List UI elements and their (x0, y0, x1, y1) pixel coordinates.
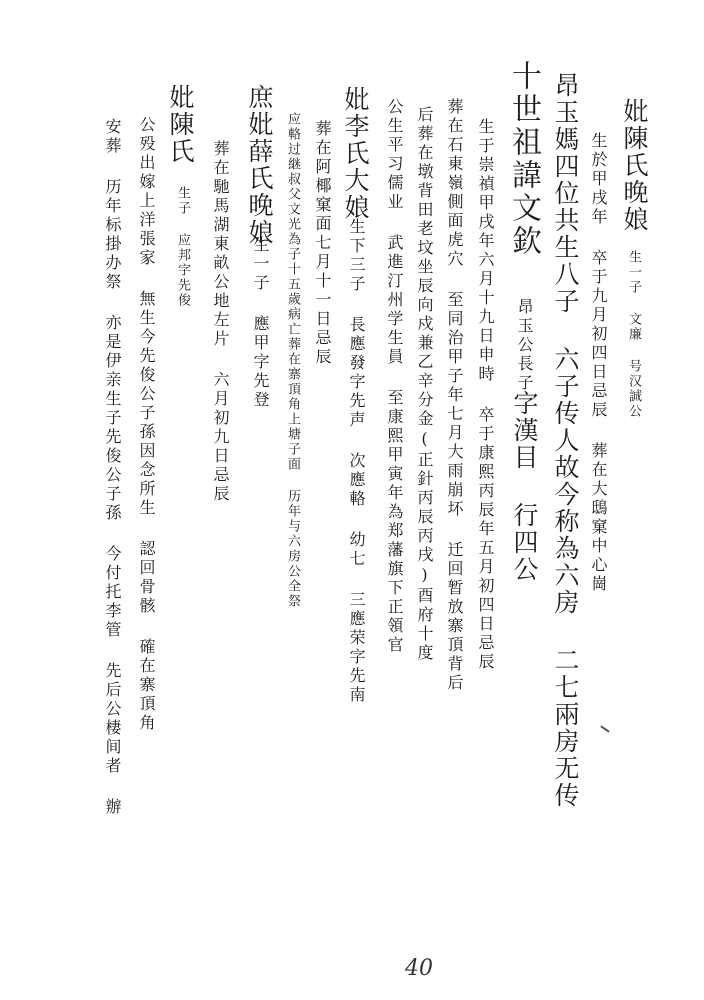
entry-note-xue-wanniang-son: 生一子 應甲字先登 (251, 236, 270, 410)
entry-heading-chen-wanniang: 妣陳氏晚娘 (620, 98, 649, 233)
text-column-angyu-wives: 昂玉媽四位共生八子 六子传人故今称為六房 二七兩房无传 (551, 72, 580, 809)
page-number: 40 (405, 956, 433, 981)
text-column-burial-xue: 葬在馳馬湖東畝公地左片 六月初九日忌辰 (211, 140, 230, 504)
text-column-birth-burial-chen: 生於甲戌年 卒于九月初四日忌辰 葬在大鴟窠中心崗 (589, 132, 608, 594)
entry-heading-li-daniang: 妣李氏大娘 (341, 86, 370, 221)
ink-stroke (600, 725, 609, 732)
text-column-reburial-wenqin: 后葬在墩背田老坟坐辰向戍兼乙辛分金(正針丙辰丙戌)酉府十度 (415, 106, 434, 663)
text-column-adoption-yinglu: 应輅过継叔父文光為子十五歲病亡葬在寨頂角上塘子面 历年与六房公全祭 (285, 112, 300, 609)
text-column-burial-wenqin: 葬在石東嶺側面虎穴 至同治甲子年七月大雨崩坏 迁回暂放寨頂背后 (445, 98, 464, 693)
entry-note-eldest-son: 昂玉公長子 (515, 298, 534, 393)
text-column-chen-remarriage: 公殁出嫁上洋張家 無生今先俊公子孫因念所生 認回骨骸 確在寨頂角 (137, 116, 156, 733)
text-column-career-wenqin: 公生平习儒业 武進汀州学生員 至康熙甲寅年為郑藩旗下正領官 (385, 98, 404, 655)
entry-heading-tenth-ancestor: 十世祖諱文欽 (506, 60, 541, 258)
text-column-burial-li: 葬在阿椰窠面七月十一日忌辰 (313, 120, 332, 367)
entry-note-chen-wanniang-son: 生一子 文廉 号汉誠公 (626, 250, 641, 419)
text-column-chen-burial: 安葬 历年标掛办祭 亦是伊亲生子先俊公子孫 今付托李管 先后公棲间者 辦 (103, 118, 122, 817)
entry-note-chen-son: 生子 应邦字先俊 (175, 186, 190, 308)
entry-note-courtesy-name: 字漢目 行四公 (510, 390, 539, 583)
entry-note-li-daniang-sons: 生下三子 長應發字先声 次應輅 幼七 三應荣字先南 (347, 218, 366, 705)
text-column-birth-death-wenqin: 生于崇禎甲戌年六月十九日申時 卒于康熙丙辰年五月初四日忌辰 (476, 118, 495, 672)
entry-heading-chen: 妣陳氏 (166, 84, 195, 165)
entry-heading-xue-wanniang: 庶妣薛氏晚娘 (245, 84, 274, 246)
